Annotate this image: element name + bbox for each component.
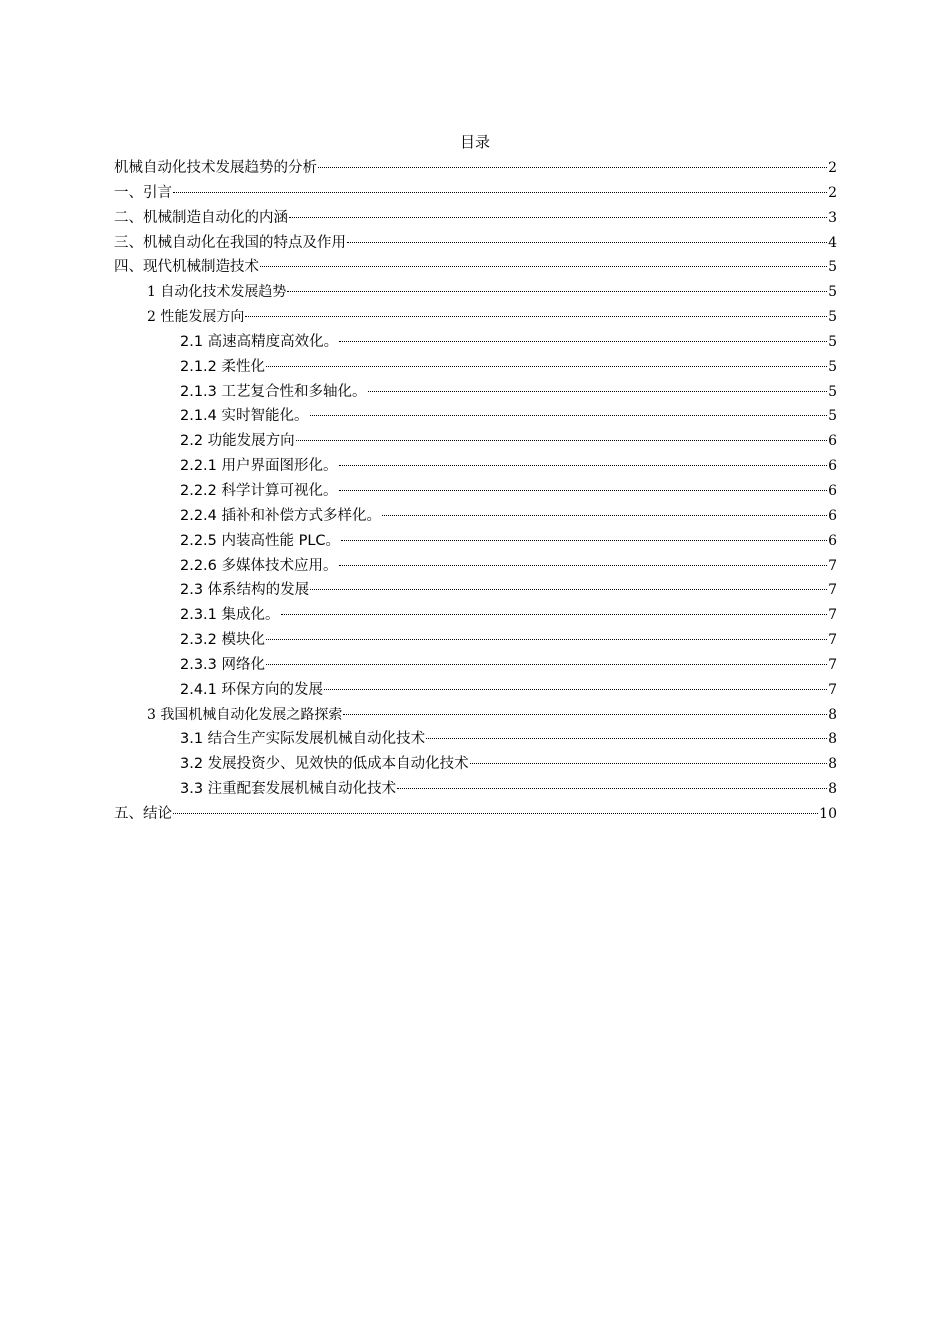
toc-entry-label: 3.3 注重配套发展机械自动化技术 [180, 781, 397, 798]
toc-entry-label: 一、引言 [114, 184, 172, 201]
toc-entry-label: 2.3.3 网络化 [180, 656, 266, 673]
dot-leader [173, 192, 827, 193]
toc-entry-label: 2.2.2 科学计算可视化。 [180, 482, 338, 499]
dot-leader [347, 242, 827, 243]
toc-entry-3-1[interactable] [114, 727, 837, 752]
toc-page-number: 5 [828, 309, 837, 326]
toc-entry-label: 四、现代机械制造技术 [114, 259, 259, 276]
dot-leader [324, 689, 827, 690]
toc-page-number: 7 [828, 681, 837, 698]
toc-page-number: 8 [828, 756, 837, 773]
toc-entry-2-3[interactable] [114, 578, 837, 603]
toc-title: 目录 [459, 133, 490, 151]
toc-entry-2-2[interactable] [114, 429, 837, 454]
toc-entry-label: 2.2.6 多媒体技术应用。 [180, 557, 338, 574]
toc-entry-3-3[interactable] [114, 777, 837, 802]
toc-page-number: 10 [819, 805, 837, 822]
toc-page-number: 6 [828, 482, 837, 499]
toc-page-number: 5 [828, 333, 837, 350]
toc-page-number: 7 [828, 557, 837, 574]
dot-leader [318, 167, 827, 168]
toc-page-number: 5 [828, 259, 837, 276]
toc-entry-2-1-2[interactable] [114, 355, 837, 380]
toc-entry-introduction[interactable] [114, 181, 837, 206]
toc-entry-label: 2.3.2 模块化 [180, 632, 266, 649]
toc-page-number: 6 [828, 433, 837, 450]
toc-page-number: 6 [828, 458, 837, 475]
toc-entry-section-1[interactable] [114, 280, 837, 305]
toc-entry-modern-manufacturing[interactable] [114, 255, 837, 280]
dot-leader [339, 341, 827, 342]
toc-entry-label: 2.3.1 集成化。 [180, 607, 280, 624]
dot-leader [341, 540, 827, 541]
toc-entry-label: 3.2 发展投资少、见效快的低成本自动化技术 [180, 756, 469, 773]
dot-leader [343, 714, 827, 715]
toc-page-number: 6 [828, 532, 837, 549]
dot-leader [260, 266, 827, 267]
toc-entry-label: 2.1.2 柔性化 [180, 358, 266, 375]
toc-entry-3-2[interactable] [114, 752, 837, 777]
toc-page-number: 5 [828, 383, 837, 400]
toc-entry-label: 五、结论 [114, 805, 172, 822]
dot-leader [296, 440, 827, 441]
dot-leader [310, 589, 827, 590]
dot-leader [397, 788, 827, 789]
toc-entry-label: 2 性能发展方向 [147, 309, 245, 326]
toc-page-number: 2 [828, 160, 837, 176]
dot-leader [266, 639, 827, 640]
toc-entry-label: 2.4.1 环保方向的发展 [180, 681, 324, 698]
dot-leader [382, 515, 827, 516]
toc-entry-label: 2.2.1 用户界面图形化。 [180, 458, 338, 475]
toc-entry-label: 2.1.3 工艺复合性和多轴化。 [180, 383, 367, 400]
toc-entry-2-2-4[interactable] [114, 504, 837, 529]
toc-entry-2-3-2[interactable] [114, 628, 837, 653]
toc-page-number: 2 [828, 184, 837, 201]
toc-page-number: 6 [828, 507, 837, 524]
toc-entry-characteristics[interactable] [114, 231, 837, 256]
dot-leader [426, 738, 827, 739]
toc-entry-label: 3.1 结合生产实际发展机械自动化技术 [180, 731, 426, 748]
toc-page-number: 5 [828, 408, 837, 425]
table-of-contents [114, 156, 837, 827]
toc-entry-2-3-3[interactable] [114, 653, 837, 678]
dot-leader [310, 415, 828, 416]
toc-page-number: 8 [828, 781, 837, 798]
toc-page-number: 7 [828, 632, 837, 649]
toc-entry-2-2-1[interactable] [114, 454, 837, 479]
toc-entry-label: 3 我国机械自动化发展之路探索 [147, 706, 343, 723]
toc-entry-label: 2.1.4 实时智能化。 [180, 408, 309, 425]
dot-leader [287, 291, 827, 292]
toc-entry-conclusion[interactable] [114, 802, 837, 827]
toc-entry-2-2-6[interactable] [114, 554, 837, 579]
toc-entry-main-title[interactable] [114, 156, 837, 181]
dot-leader [245, 316, 827, 317]
toc-page-number: 4 [828, 234, 837, 251]
toc-entry-label: 2.3 体系结构的发展 [180, 582, 310, 599]
toc-entry-2-1-4[interactable] [114, 404, 837, 429]
toc-entry-label: 机械自动化技术发展趋势的分析 [114, 160, 317, 176]
toc-page-number: 8 [828, 731, 837, 748]
toc-page-number: 7 [828, 656, 837, 673]
toc-entry-label: 2.2.4 插补和补偿方式多样化。 [180, 507, 382, 524]
toc-page-number: 5 [828, 358, 837, 375]
toc-entry-label: 2.2.5 内装高性能 PLC。 [180, 532, 341, 549]
toc-entry-section-2[interactable] [114, 305, 837, 330]
toc-page-number: 7 [828, 607, 837, 624]
toc-page-number: 5 [828, 284, 837, 301]
toc-page-number: 8 [828, 706, 837, 723]
toc-entry-2-1-3[interactable] [114, 380, 837, 405]
dot-leader [281, 614, 828, 615]
dot-leader [339, 490, 828, 491]
toc-entry-2-1[interactable] [114, 330, 837, 355]
toc-entry-2-2-2[interactable] [114, 479, 837, 504]
dot-leader [289, 217, 827, 218]
toc-entry-connotation[interactable] [114, 206, 837, 231]
toc-entry-label: 二、机械制造自动化的内涵 [114, 209, 288, 226]
toc-entry-2-3-1[interactable] [114, 603, 837, 628]
dot-leader [339, 465, 828, 466]
toc-entry-label: 1 自动化技术发展趋势 [147, 284, 287, 301]
toc-page-number: 3 [828, 209, 837, 226]
dot-leader [173, 813, 818, 814]
toc-entry-label: 三、机械自动化在我国的特点及作用 [114, 234, 346, 251]
toc-entry-label: 2.1 高速高精度高效化。 [180, 333, 339, 350]
dot-leader [339, 565, 828, 566]
toc-entry-2-4-1[interactable] [114, 678, 837, 703]
toc-entry-2-2-5[interactable] [114, 529, 837, 554]
dot-leader [470, 763, 827, 764]
dot-leader [266, 366, 827, 367]
toc-entry-section-3[interactable] [114, 703, 837, 728]
dot-leader [368, 391, 828, 392]
dot-leader [266, 664, 827, 665]
toc-entry-label: 2.2 功能发展方向 [180, 433, 295, 450]
toc-page-number: 7 [828, 582, 837, 599]
